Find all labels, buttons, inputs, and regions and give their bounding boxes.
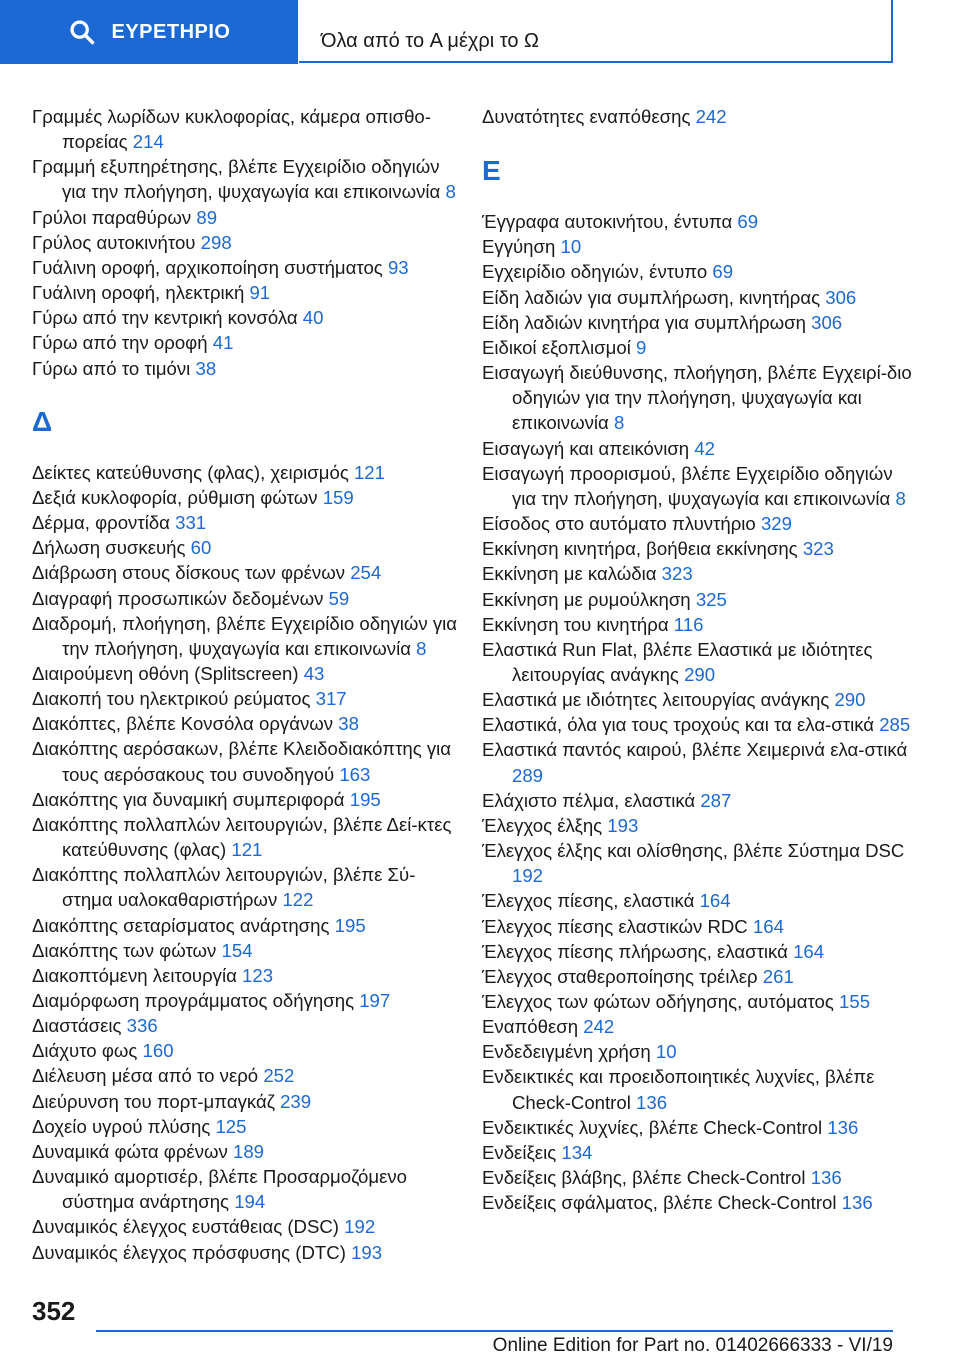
entry-text: Διακόπτης για δυναμική συμπεριφορά [32,788,345,810]
page-link[interactable]: 163 [339,763,371,785]
entry-text: Γύρω από την κεντρική κονσόλα [32,307,298,329]
page-link[interactable]: 38 [338,713,359,735]
index-entry [482,209,912,234]
entry-text: Γραμμή εξυπηρέτησης, βλέπε Εγχειρίδιο οδηγιών για την πλοήγηση, ψυχαγωγία και επικοινωνία [32,156,441,203]
entry-text: Έλεγχος των φώτων οδήγησης, αυτόματος [482,991,834,1012]
index-entry [32,1164,462,1214]
page-link[interactable]: 239 [280,1090,312,1112]
index-entry [482,914,912,939]
entry-text: Εγχειρίδιο οδηγιών, έντυπο [482,261,708,283]
page-link[interactable]: 136 [841,1192,873,1214]
footer-divider [96,1330,893,1332]
index-entry [482,989,912,1014]
page-link[interactable]: 306 [825,286,857,308]
page-link[interactable]: 122 [282,889,314,911]
index-entry [482,788,912,813]
entry-text: Διακόπτες, βλέπε Κονσόλα οργάνων [32,713,334,735]
entry-text: Ενδεικτικές και προειδοποιητικές λυχνίες, βλέπε Check-Control [482,1066,875,1113]
page-link[interactable]: 242 [695,106,727,127]
index-entry [32,1139,462,1164]
entry-text: Δυναμικός έλεγχος ευστάθειας (DSC) [32,1216,339,1238]
entry-text: Γρύλος αυτοκινήτου [32,231,196,253]
page-link[interactable]: 136 [827,1116,859,1138]
index-entry [482,285,912,310]
page-link[interactable]: 69 [712,261,734,283]
page-link[interactable]: 290 [684,663,716,685]
page-link[interactable]: 41 [212,332,234,354]
page-link[interactable]: 160 [142,1040,174,1062]
index-entry [32,938,462,963]
index-entry [32,460,462,485]
entry-text: Διακόπτης πολλαπλών λειτουργιών, βλέπε Σύ-στημα υαλοκαθαριστήρων [32,864,416,911]
page-link[interactable]: 317 [315,688,347,710]
entry-text: Διαγραφή προσωπικών δεδομένων [32,587,324,609]
page-link[interactable]: 214 [132,131,164,153]
entry-text: Έγγραφα αυτοκινήτου, έντυπα [482,211,733,233]
entry-text: Γύρω από την οροφή [32,332,208,354]
entry-text: Είδη λαδιών κινητήρα για συμπλήρωση [482,311,806,333]
index-entry [32,1214,462,1239]
page-link[interactable]: 136 [810,1167,842,1189]
index-entry [32,988,462,1013]
index-search-tab[interactable] [0,0,298,64]
page-link[interactable]: 192 [512,865,544,887]
index-entry [32,586,462,611]
page-link[interactable]: 285 [879,714,911,736]
index-entry [482,1039,912,1064]
entry-text: Είσοδος στο αυτόματο πλυντήριο [482,513,756,535]
index-entry [32,485,462,510]
index-entry [482,536,912,561]
index-entry [32,787,462,812]
page-link[interactable]: 134 [561,1141,593,1163]
index-entry [32,510,462,535]
entry-text: Διακοπτόμενη λειτουργία [32,964,237,986]
page-link[interactable]: 40 [302,307,324,329]
index-column-left [32,104,462,1265]
entry-text: Δυναμικός έλεγχος πρόσφυσης (DTC) [32,1241,346,1263]
index-entry [32,255,462,280]
page-link[interactable]: 254 [350,562,382,584]
index-entry [32,280,462,305]
entry-text: Γύρω από το τιμόνι [32,357,191,379]
page-link[interactable]: 8 [445,181,456,203]
entry-text: Εκκίνηση του κινητήρα [482,613,669,635]
edition-footer: Online Edition for Part no. 01402666333 - VI/19 [492,1335,893,1356]
page-number: 352 [32,1296,76,1326]
index-entry [32,230,462,255]
index-entry [482,687,912,712]
entry-text: Ενδεικτικές λυχνίες, βλέπε Check-Control [482,1116,823,1138]
page-link[interactable]: 42 [694,437,716,459]
index-entry [482,1115,912,1140]
page-link[interactable]: 136 [636,1091,668,1113]
index-entry [32,1240,462,1265]
entry-text: Ειδικοί εξοπλισμοί [482,336,631,358]
entry-text: Έλεγχος πίεσης ελαστικών RDC [482,915,748,937]
page-link[interactable]: 155 [839,991,871,1012]
page-link[interactable]: 10 [655,1041,677,1063]
page-link[interactable]: 242 [583,1016,615,1038]
entry-text: Ενδείξεις σφάλματος, βλέπε Check-Control [482,1192,837,1214]
index-entry [482,612,912,637]
index-entry [482,1014,912,1039]
section-letter: Ε [482,155,501,187]
page-link[interactable]: 195 [334,914,366,936]
entry-text: Ενδείξεις [482,1141,557,1163]
page-link[interactable]: 194 [234,1191,266,1213]
page-link[interactable]: 252 [263,1065,295,1087]
search-icon [68,18,96,46]
index-entry [482,436,912,461]
page-link[interactable]: 9 [636,336,647,358]
page-link[interactable]: 38 [195,357,217,379]
page-link[interactable]: 298 [200,231,232,253]
page-link[interactable]: 8 [416,637,427,659]
entry-text: Διάχυτο φως [32,1040,138,1062]
page-link[interactable]: 289 [512,764,544,786]
index-entry [482,511,912,536]
breadcrumb[interactable] [299,0,893,63]
entry-text: Διαμόρφωση προγράμματος οδήγησης [32,990,355,1011]
page-link[interactable]: 60 [190,537,212,559]
page-link[interactable]: 121 [231,839,263,861]
entry-text: Διάβρωση στους δίσκους των φρένων [32,562,346,584]
index-entry [32,1114,462,1139]
index-entry [482,712,912,737]
entry-text: Εισαγωγή και απεικόνιση [482,437,690,459]
index-entry [482,964,912,989]
entry-text: Διαιρούμενη οθόνη (Splitscreen) [32,662,299,684]
page-link[interactable]: 193 [351,1241,383,1263]
index-column-right [482,104,912,1215]
index-entry [32,711,462,736]
index-entry [482,939,912,964]
entry-text: Δήλωση συσκευής [32,537,186,559]
page-link[interactable]: 164 [752,915,784,937]
index-entry [482,335,912,360]
entry-text: Εισαγωγή διεύθυνσης, πλοήγηση, βλέπε Εγχειρί-διο οδηγιών για την πλοήγηση, ψυχαγωγία και επικοινωνία [482,362,912,434]
entry-text: Διακόπτης σεταρίσματος ανάρτησης [32,914,330,936]
entry-text: Ελαστικά, όλα για τους τροχούς και τα ελα-στικά [482,714,875,736]
page-link[interactable]: 192 [344,1216,376,1238]
index-entry [32,1089,462,1114]
index-entry [482,561,912,586]
entry-text: Δυναμικά φώτα φρένων [32,1140,228,1162]
index-entry [32,913,462,938]
index-entry [32,356,462,381]
page-link[interactable]: 93 [387,256,409,278]
entry-text: Ελάχιστο πέλμα, ελαστικά [482,789,696,811]
entry-text: Εκκίνηση κινητήρα, βοήθεια εκκίνησης [482,538,798,560]
entry-text: Γραμμές λωρίδων κυκλοφορίας, κάμερα οπισθο-πορείας [32,106,431,153]
entry-text: Έλεγχος πίεσης πλήρωσης, ελαστικά [482,940,788,962]
entry-text: Δεξιά κυκλοφορία, ρύθμιση φώτων [32,486,318,508]
page-link[interactable]: 164 [793,940,825,962]
page-link[interactable]: 195 [349,788,381,810]
page-link[interactable]: 8 [613,412,625,434]
index-entry [482,637,912,687]
entry-text: Δοχείο υγρού πλύσης [32,1115,211,1137]
entry-text: Δυνατότητες εναπόθεσης [482,106,691,127]
index-entry [482,813,912,838]
entry-text: Ελαστικά με ιδιότητες λειτουργίας ανάγκης [482,689,830,711]
index-entry [482,360,912,435]
entry-text: Δέρμα, φροντίδα [32,512,170,534]
index-entry [482,1190,912,1215]
page-link[interactable]: 125 [215,1115,247,1137]
page-link[interactable]: 331 [175,512,207,534]
entry-text: Έλεγχος σταθεροποίησης τρέιλερ [482,965,758,987]
section-letter: Δ [32,405,53,437]
page-link[interactable]: 69 [737,211,759,233]
index-entry [32,812,462,862]
index-entry [482,104,912,129]
index-entry [482,234,912,259]
index-entry [32,205,462,230]
index-entry [482,888,912,913]
entry-text: Διαδρομή, πλοήγηση, βλέπε Εγχειρίδιο οδηγιών για την πλοήγηση, ψυχαγωγία και επικοινωνία [32,612,458,659]
entry-text: Ελαστικά παντός καιρού, βλέπε Χειμερινά ελα-στικά [482,739,908,761]
entry-text: Ελαστικά Run Flat, βλέπε Ελαστικά με ιδιότητες λειτουργίας ανάγκης [482,638,873,685]
entry-text: Εκκίνηση με ρυμούλκηση [482,588,691,610]
entry-text: Έλεγχος πίεσης, ελαστικά [482,890,695,912]
index-entry [32,1063,462,1088]
index-entry [32,154,462,204]
page-link[interactable]: 193 [607,814,639,836]
entry-text: Εκκίνηση με καλώδια [482,563,657,585]
page-link[interactable]: 336 [126,1015,158,1037]
index-entry [482,310,912,335]
page-link[interactable]: 323 [802,538,834,560]
entry-text: Διεύρυνση του πορτ-μπαγκάζ [32,1090,275,1112]
entry-text: Διακόπτης πολλαπλών λειτουργιών, βλέπε Δεί-κτες κατεύθυνσης (φλας) [32,813,452,861]
entry-text: Γυάλινη οροφή, ηλεκτρική [32,282,245,304]
entry-text: Δυναμικό αμορτισέρ, βλέπε Προσαρμοζόμενο σύστημα ανάρτησης [32,1166,408,1213]
page-link[interactable]: 154 [221,939,253,961]
page-link[interactable]: 91 [249,282,271,304]
index-entry [32,305,462,330]
page-link[interactable]: 189 [232,1140,265,1162]
entry-text: Εναπόθεση [482,1016,579,1038]
index-entry [482,838,912,888]
entry-text: Ενδεδειγμένη χρήση [482,1041,651,1063]
entry-text: Δείκτες κατεύθυνσης (φλας), χειρισμός [32,461,349,483]
page-link[interactable]: 287 [700,789,732,811]
page-header [0,0,960,66]
page-link[interactable]: 123 [242,964,274,986]
index-tab-label: ΕΥΡΕΤΗΡΙΟ [111,20,231,43]
entry-text: Διακόπτης των φώτων [32,939,217,961]
page-link[interactable]: 290 [834,689,866,711]
entry-text: Διακοπή του ηλεκτρικού ρεύματος [32,688,311,710]
index-entry [32,535,462,560]
page-link[interactable]: 116 [673,613,704,635]
entry-text: Έλεγχος έλξης [482,814,603,836]
index-entry [32,330,462,355]
index-entry [32,560,462,585]
entry-text: Γυάλινη οροφή, αρχικοποίηση συστήματος [32,256,383,278]
index-entry [482,1165,912,1190]
page-link[interactable]: 323 [661,563,693,585]
page-link[interactable]: 59 [328,587,350,609]
entry-text: Γρύλοι παραθύρων [32,206,192,228]
index-entry [482,1140,912,1165]
index-entry [32,104,462,154]
entry-text: Εισαγωγή προορισμού, βλέπε Εγχειρίδιο οδηγιών για την πλοήγηση, ψυχαγωγία και επικοινωνία [482,462,893,509]
page-link[interactable]: 164 [699,890,731,912]
page-link[interactable]: 121 [353,461,385,483]
page-link[interactable]: 89 [196,206,218,228]
page-link[interactable]: 10 [560,236,582,258]
index-entry [32,661,462,686]
entry-text: Διαστάσεις [32,1015,122,1037]
index-entry [32,963,462,988]
index-entry [32,736,462,786]
page-link[interactable]: 261 [762,965,794,987]
page-link[interactable]: 197 [359,990,391,1011]
index-entry [482,461,912,511]
index-entry [482,1064,912,1114]
entry-text: Διέλευση μέσα από το νερό [32,1065,259,1087]
entry-text: Διακόπτης αερόσακων, βλέπε Κλειδοδιακόπτης για τους αερόσακους του συνοδηγού [32,738,452,785]
page-link[interactable]: 306 [811,311,843,333]
entry-text: Εγγύηση [482,236,556,258]
index-entry [32,862,462,912]
index-entry [32,1038,462,1063]
breadcrumb-label: Όλα από το A μέχρι το Ω [321,30,539,52]
page-link[interactable]: 325 [695,588,727,610]
index-entry [32,686,462,711]
entry-text: Έλεγχος έλξης και ολίσθησης, βλέπε Σύστημα DSC [482,840,905,862]
index-entry [482,737,912,787]
page-link[interactable]: 43 [303,662,325,684]
index-entry [482,587,912,612]
index-entry [32,611,462,661]
page-link[interactable]: 8 [895,487,906,509]
index-entry [482,259,912,284]
index-entry [32,1013,462,1038]
page-link[interactable]: 159 [322,486,354,508]
entry-text: Είδη λαδιών για συμπλήρωση, κινητήρας [482,286,821,308]
page-link[interactable]: 329 [760,513,792,535]
entry-text: Ενδείξεις βλάβης, βλέπε Check-Control [482,1167,806,1189]
